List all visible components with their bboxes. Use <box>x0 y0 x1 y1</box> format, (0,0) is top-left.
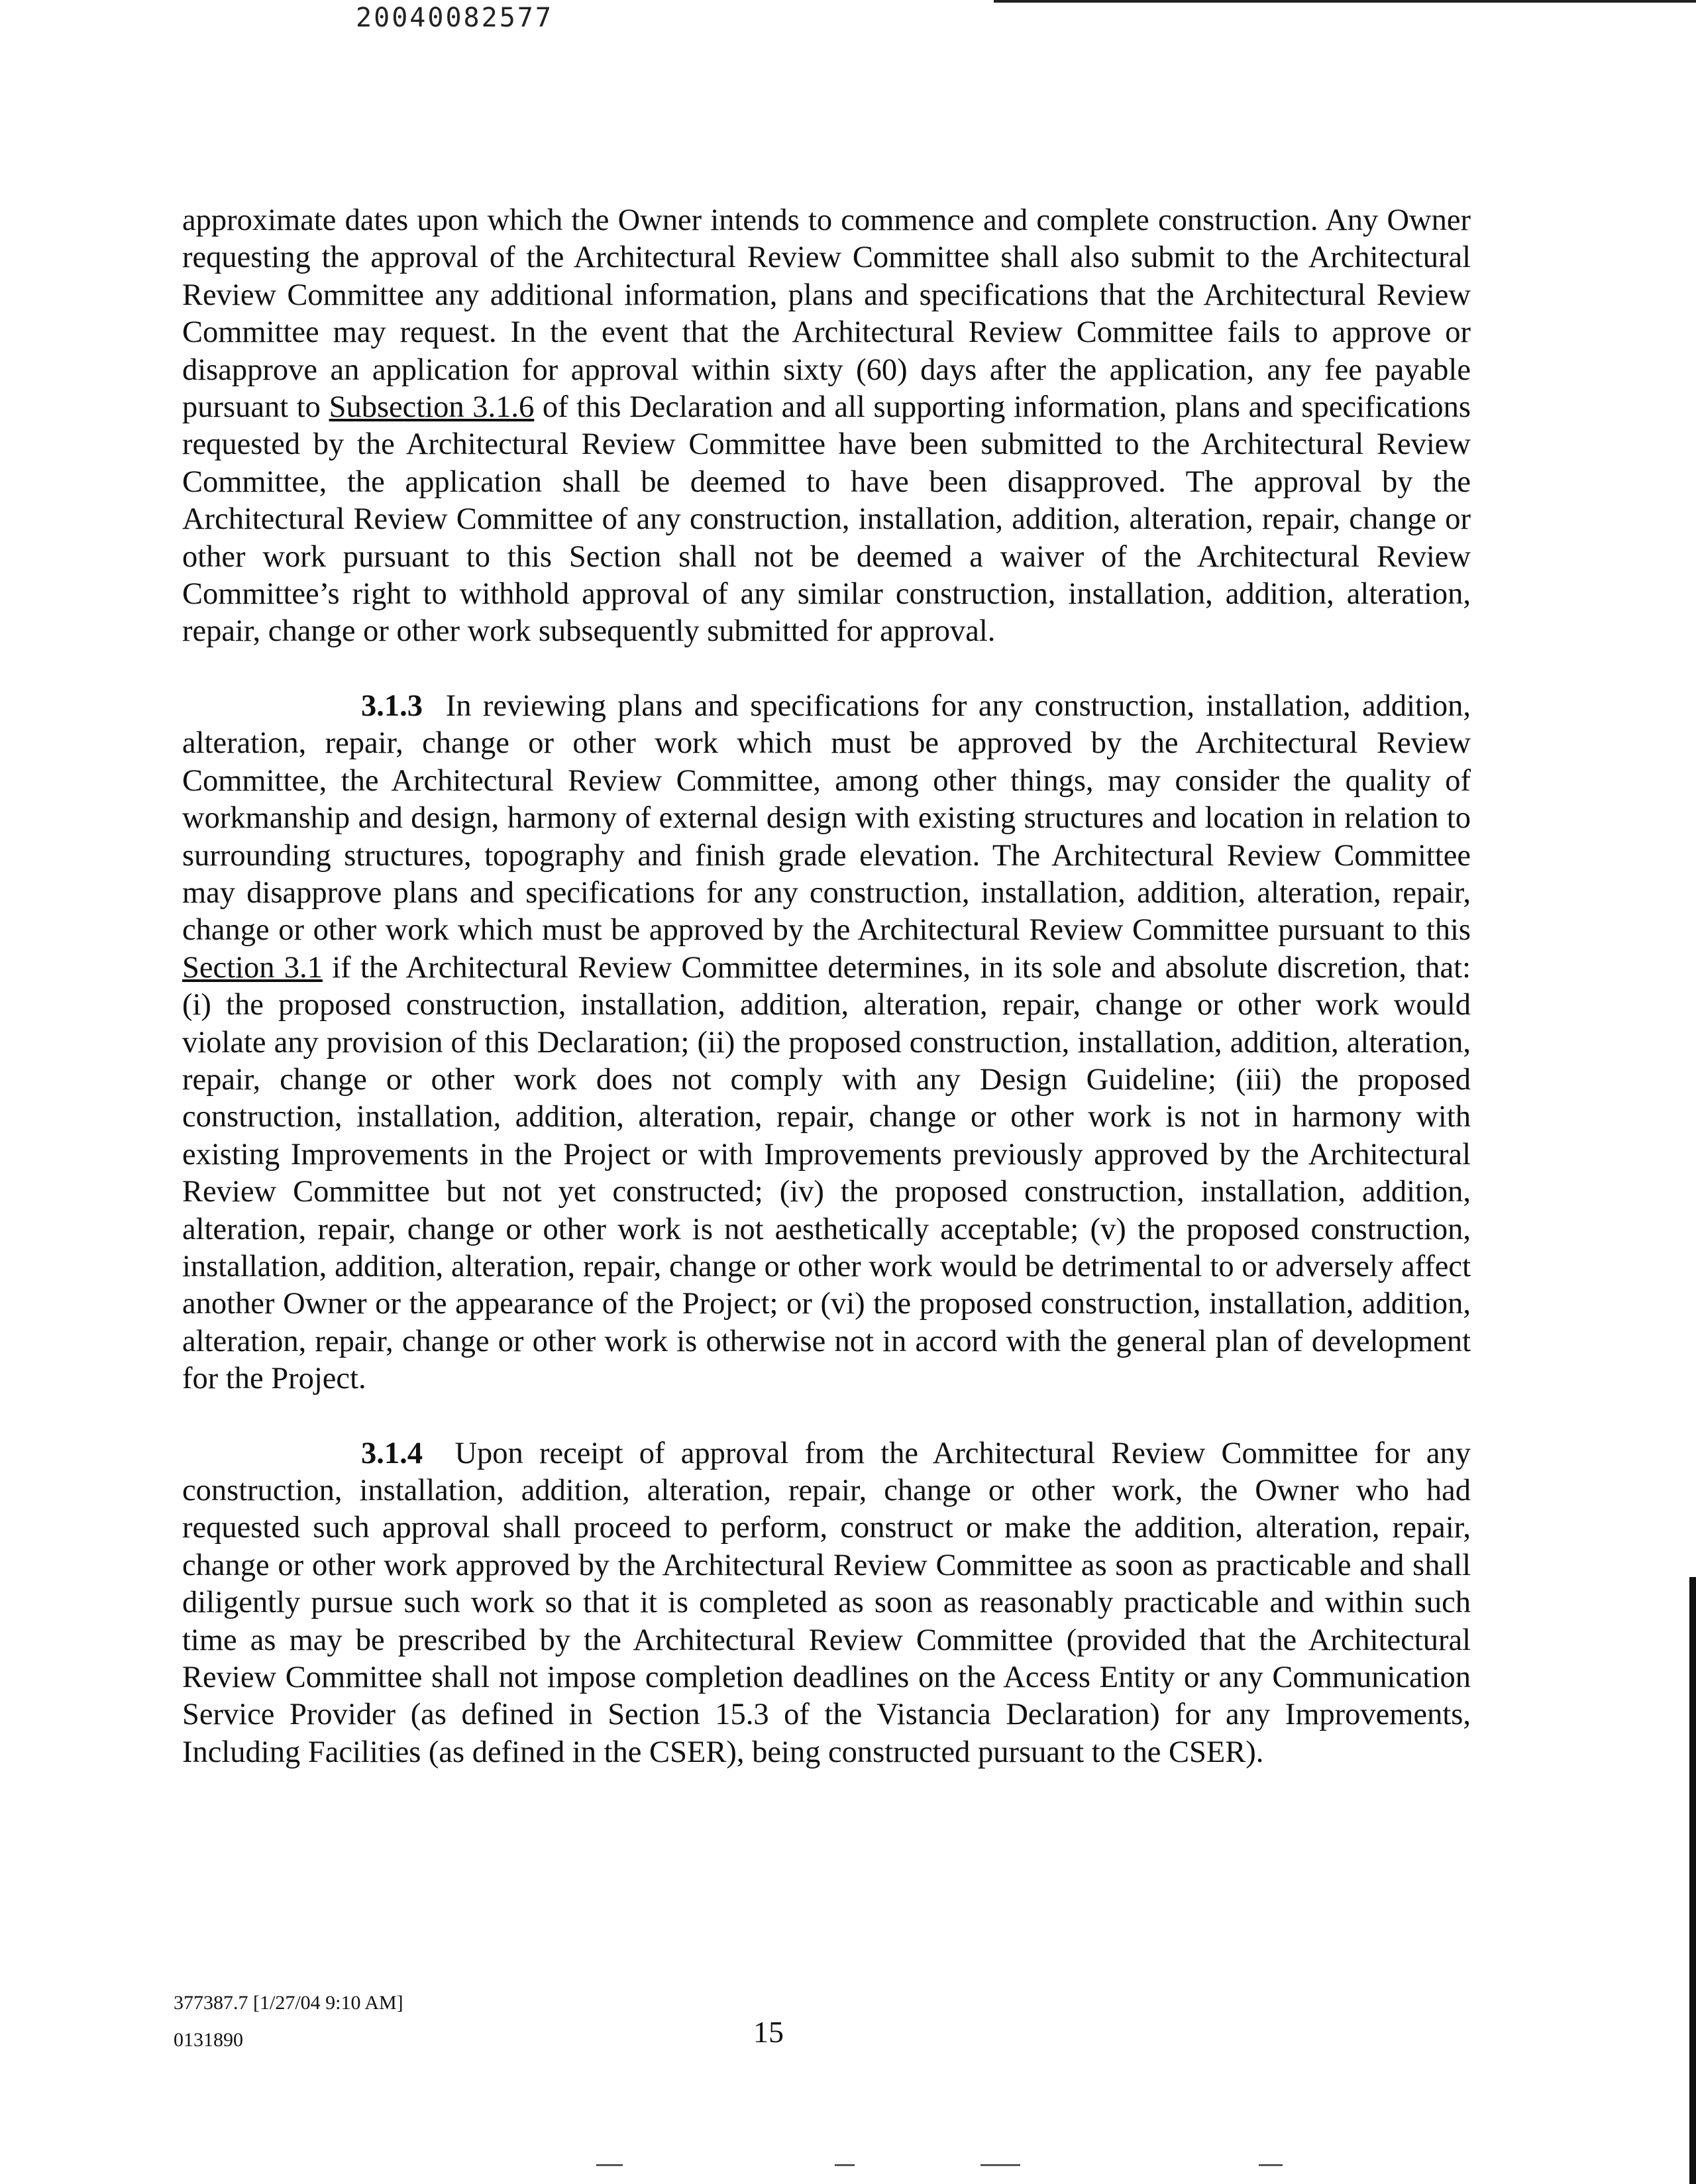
document-body <box>182 202 1471 1771</box>
subsection-reference-link: Subsection 3.1.6 <box>329 390 535 425</box>
paragraph-text: Upon receipt of approval from the Architectural Review Committee for any construction, installation, addition, alteration, repair, change or other work, the Owner who had requested such approval shall proceed to perform, construct or make the addition, alteration, repair, change or other work approved by the Architectural Review Committee as soon as practicable and shall diligently pursue such work so that it is completed as soon as reasonably practicable and within such time as may be prescribed by the Architectural Review Committee (provided that the Architectural Review Committee shall not impose completion deadlines on the Access Entity or any Communication Service Provider (as defined in Section 15.3 of the Vistancia Declaration) for any Improvements, Including Facilities (as defined in the CSER), being constructed pursuant to the CSER). <box>182 1436 1471 1769</box>
scan-edge-shadow <box>1689 1577 1696 2184</box>
section-3-1-3 <box>182 688 1471 1398</box>
paragraph-text: In reviewing plans and specifications for any construction, installation, addition, alteration, repair, change or other work which must be approved by the Architectural Review Committee, the Architectural Review Committee, among other things, may consider the quality of workmanship and design, harmony of external design with existing structures and location in relation to surrounding structures, topography and finish grade elevation. The Architectural Review Committee may disapprove plans and specifications for any construction, installation, addition, alteration, repair, change or other work which must be approved by the Architectural Review Committee pursuant to this <box>182 688 1471 948</box>
top-rule-line <box>994 0 1696 3</box>
paragraph-text: if the Architectural Review Committee determines, in its sole and absolute discretion, that: (i) the proposed construction, installation, addition, alteration, repair, change or other work would violate any provision of this Declaration; (ii) the proposed construction, installation, addition, alteration, repair, change or other work does not comply with any Design Guideline; (iii) the proposed construction, installation, addition, alteration, repair, change or other work is not in harmony with existing Improvements in the Project or with Improvements previously approved by the Architectural Review Committee but not yet constructed; (iv) the proposed construction, installation, addition, alteration, repair, change or other work is not aesthetically acceptable; (v) the proposed construction, installation, addition, alteration, repair, change or other work would be detrimental to or adversely affect another Owner or the appearance of the Project; or (vi) the proposed construction, installation, addition, alteration, repair, change or other work is otherwise not in accord with the general plan of development for the Project. <box>182 950 1471 1396</box>
section-3-1-4 <box>182 1435 1471 1772</box>
document-reference: 377387.7 [1/27/04 9:10 AM] <box>174 1992 403 2014</box>
footer-metadata <box>174 1985 403 2059</box>
paragraph-text: approximate dates upon which the Owner intends to commence and complete construction. Any Owner requesting the approval of the Architectural Review Committee shall also submit to the Architectural Review Committee any additional information, plans and specifications that the Architectural Review Committee may request. In the event that the Architectural Review Committee fails to approve or disapprove an application for approval within sixty (60) days after the application, any fee payable pursuant to <box>182 203 1471 425</box>
section-number: 3.1.4 <box>361 1436 423 1470</box>
scan-speck <box>835 2164 855 2166</box>
document-number: 20040082577 <box>356 3 553 33</box>
section-reference-link: Section 3.1 <box>182 950 323 985</box>
section-number: 3.1.3 <box>361 688 423 723</box>
paragraph-continuation <box>182 202 1471 651</box>
scan-speck <box>980 2164 1020 2166</box>
page-number: 15 <box>753 2015 784 2049</box>
scan-speck <box>596 2164 623 2166</box>
scan-speck <box>1259 2164 1283 2166</box>
scan-artifacts <box>0 2164 1696 2168</box>
paragraph-text: of this Declaration and all supporting information, plans and specifications requested by the Architectural Review Committee have been submitted to the Architectural Review Committee, the application shall be deemed to have been disapproved. The approval by the Architectural Review Committee of any construction, installation, addition, alteration, repair, change or other work pursuant to this Section shall not be deemed a waiver of the Architectural Review Committee’s right to withhold approval of any similar construction, installation, addition, alteration, repair, change or other work subsequently submitted for approval. <box>182 390 1471 649</box>
matter-number: 0131890 <box>174 2029 243 2051</box>
